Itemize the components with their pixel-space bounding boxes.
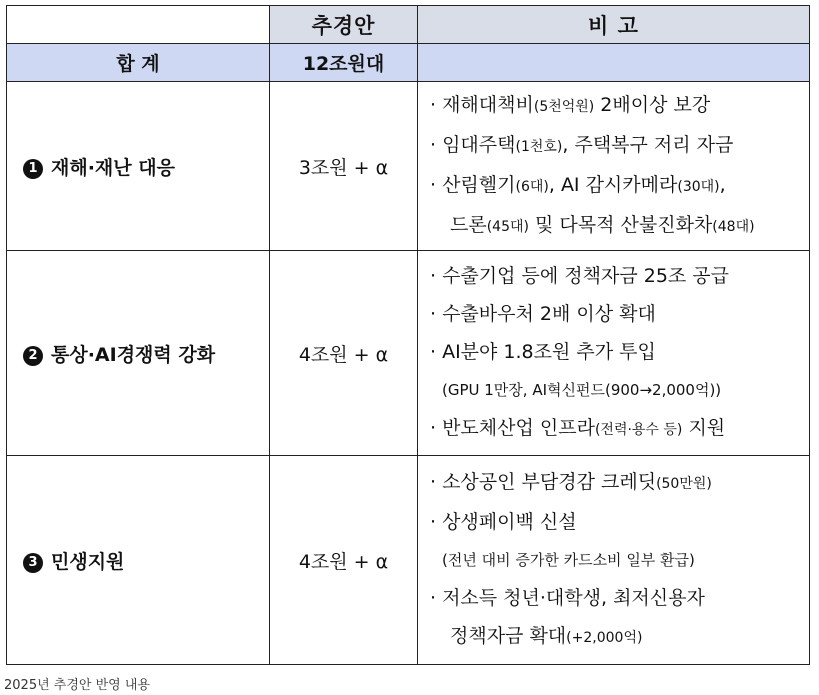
table-row — [7, 251, 810, 456]
remark-line: · 상생페이백 신설 — [430, 511, 577, 533]
remark-line: · 소상공인 부담경감 크레딧(50만원) — [430, 471, 712, 493]
remark-line: 정책자금 확대(+2,000억) — [450, 625, 643, 647]
remarks-cell — [418, 251, 810, 456]
number-badge: 3 — [23, 553, 43, 573]
remark-line: (전년 대비 증가한 카드소비 일부 환급) — [442, 551, 695, 569]
remark-line: · 임대주택(1천호), 주택복구 저리 자금 — [430, 134, 734, 156]
remark-line: 드론(45대) 및 다목적 산불진화차(48대) — [450, 214, 755, 236]
header-row — [7, 6, 810, 44]
header-blank-cell — [7, 6, 270, 44]
table-caption: 2025년 추경안 반영 내용 — [4, 678, 150, 693]
amount-cell: 4조원 + α — [270, 456, 418, 665]
remark-line: · 반도체산업 인프라(전력·용수 등) 지원 — [430, 417, 726, 439]
remark-line: · 재해대책비(5천억원) 2배이상 보강 — [430, 94, 711, 116]
total-label: 합 계 — [7, 44, 270, 82]
amount-cell: 3조원 + α — [270, 82, 418, 251]
remarks-cell — [418, 456, 810, 665]
remark-line: · 산림헬기(6대), AI 감시카메라(30대), — [430, 174, 726, 196]
total-remarks-empty — [418, 44, 810, 82]
number-badge: 1 — [23, 159, 43, 179]
remark-line: · 수출바우처 2배 이상 확대 — [430, 303, 656, 325]
category-disaster-response — [7, 82, 270, 251]
category-title: 재해·재난 대응 — [51, 156, 175, 179]
table-row — [7, 456, 810, 665]
table-row — [7, 82, 810, 251]
remark-line: · AI분야 1.8조원 추가 투입 — [430, 341, 656, 363]
category-livelihood — [7, 456, 270, 665]
category-title: 민생지원 — [51, 550, 125, 573]
header-proposal: 추경안 — [270, 6, 418, 44]
budget-table — [6, 5, 810, 665]
header-remarks: 비 고 — [418, 6, 810, 44]
remark-line: (GPU 1만장, AI혁신펀드(900→2,000억)) — [442, 381, 722, 399]
amount-cell: 4조원 + α — [270, 251, 418, 456]
category-trade-ai — [7, 251, 270, 456]
remark-line: · 수출기업 등에 정책자금 25조 공급 — [430, 265, 730, 287]
remarks-cell — [418, 82, 810, 251]
number-badge: 2 — [23, 346, 43, 366]
remark-line: · 저소득 청년·대학생, 최저신용자 — [430, 587, 705, 609]
total-row — [7, 44, 810, 82]
total-amount: 12조원대 — [270, 44, 418, 82]
category-title: 통상·AI경쟁력 강화 — [51, 343, 216, 366]
